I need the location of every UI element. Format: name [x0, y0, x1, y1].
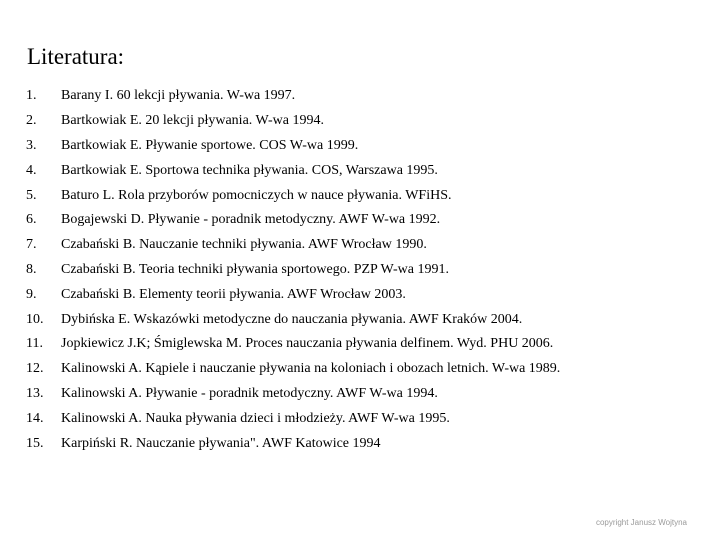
item-number: 3.	[26, 137, 37, 153]
item-number: 8.	[26, 261, 37, 277]
list-item	[26, 183, 560, 208]
item-text: Bogajewski D. Pływanie - poradnik metodyczny. AWF W-wa 1992.	[61, 212, 441, 228]
item-number: 13.	[26, 385, 44, 401]
item-text: Czabański B. Elementy teorii pływania. AWF Wrocław 2003.	[61, 286, 406, 302]
list-item	[26, 406, 560, 431]
item-text: Czabański B. Nauczanie techniki pływania. AWF Wrocław 1990.	[61, 237, 427, 253]
slide-title: Literatura:	[27, 44, 125, 69]
bibliography-list	[26, 84, 560, 456]
item-text: Kalinowski A. Pływanie - poradnik metodyczny. AWF W-wa 1994.	[61, 385, 438, 401]
list-item	[26, 307, 560, 332]
list-item	[26, 208, 560, 233]
item-number: 7.	[26, 237, 37, 253]
list-item	[26, 134, 560, 159]
item-number: 6.	[26, 212, 37, 228]
list-item	[26, 282, 560, 307]
item-text: Czabański B. Teoria techniki pływania sportowego. PZP W-wa 1991.	[61, 261, 449, 277]
item-number: 9.	[26, 286, 37, 302]
list-item	[26, 84, 560, 109]
item-text: Karpiński R. Nauczanie pływania". AWF Katowice 1994	[61, 435, 381, 451]
list-item	[26, 357, 560, 382]
list-item	[26, 258, 560, 283]
item-text: Dybińska E. Wskazówki metodyczne do nauczania pływania. AWF Kraków 2004.	[61, 311, 523, 327]
list-item	[26, 382, 560, 407]
item-number: 2.	[26, 113, 37, 129]
item-text: Bartkowiak E. Pływanie sportowe. COS W-wa 1999.	[61, 137, 359, 153]
item-text: Kalinowski A. Nauka pływania dzieci i młodzieży. AWF W-wa 1995.	[61, 410, 450, 426]
list-item	[26, 431, 560, 456]
item-number: 5.	[26, 187, 37, 203]
list-item	[26, 233, 560, 258]
item-number: 4.	[26, 162, 37, 178]
item-text: Jopkiewicz J.K; Śmiglewska M. Proces nauczania pływania delfinem. Wyd. PHU 2006.	[61, 336, 554, 352]
item-text: Kalinowski A. Kąpiele i nauczanie pływania na koloniach i obozach letnich. W-wa 1989.	[61, 361, 561, 377]
item-text: Bartkowiak E. Sportowa technika pływania. COS, Warszawa 1995.	[61, 162, 438, 178]
item-number: 1.	[26, 88, 37, 104]
list-item	[26, 332, 560, 357]
item-text: Bartkowiak E. 20 lekcji pływania. W-wa 1994.	[61, 113, 324, 129]
copyright-notice: copyright Janusz Wojtyna	[595, 518, 687, 527]
item-number: 10.	[26, 311, 44, 327]
item-number: 11.	[26, 336, 43, 352]
item-text: Barany I. 60 lekcji pływania. W-wa 1997.	[61, 88, 296, 104]
list-item	[26, 158, 560, 183]
item-text: Baturo L. Rola przyborów pomocniczych w nauce pływania. WFiHS.	[61, 187, 452, 203]
item-number: 15.	[26, 435, 44, 451]
item-number: 12.	[26, 361, 44, 377]
item-number: 14.	[26, 410, 44, 426]
list-item	[26, 109, 560, 134]
